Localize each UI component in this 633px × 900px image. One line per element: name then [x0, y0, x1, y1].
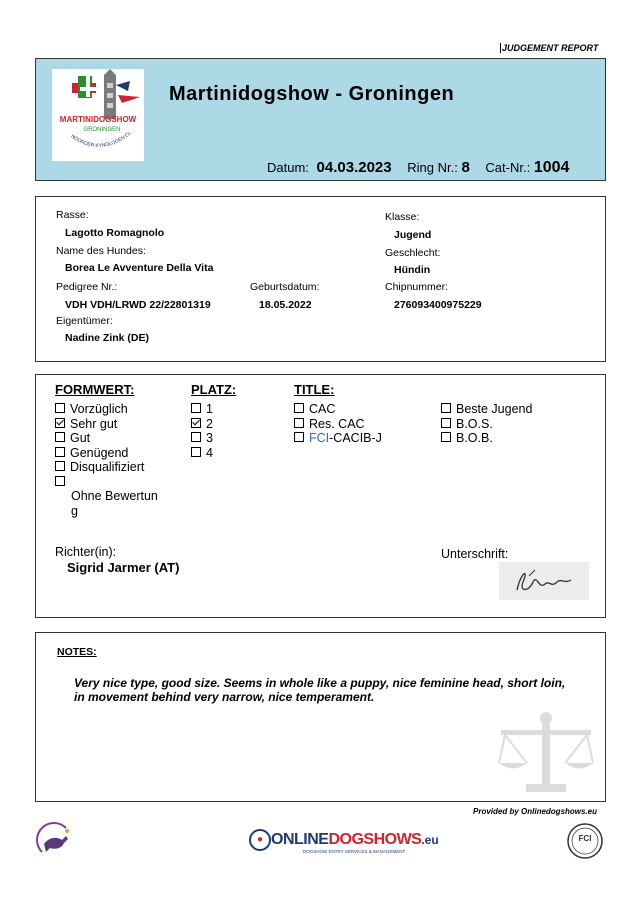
notes-text: Very nice type, good size. Seems in whole like a puppy, nice feminine head, short loin, in movement behind very narrow, nice temperament.: [74, 676, 566, 704]
sex-value: Hündin: [394, 264, 431, 276]
pedigree-value: VDH VDH/LRWD 22/22801319: [65, 299, 211, 311]
brand-online: ONLINE: [271, 831, 329, 848]
checkbox-icon[interactable]: [55, 461, 65, 471]
cat-value: 1004: [533, 159, 570, 176]
checkbox-icon[interactable]: [441, 418, 451, 428]
platz-heading: PLATZ:: [191, 382, 237, 397]
running-dog-logo-icon: [36, 822, 74, 858]
chip-label: Chipnummer:: [385, 281, 449, 293]
chip-value: 276093400975229: [394, 299, 482, 311]
checkbox-icon[interactable]: [294, 432, 304, 442]
checkbox-icon[interactable]: [441, 403, 451, 413]
onlinedogshows-logo: [249, 829, 439, 854]
platz-option[interactable]: 4: [191, 446, 213, 460]
owner-value: Nadine Zink (DE): [65, 332, 150, 344]
checkbox-icon[interactable]: [191, 432, 201, 442]
formwert-option[interactable]: Genügend: [55, 446, 128, 460]
formwert-option[interactable]: Sehr gut: [55, 417, 117, 431]
date-label: Datum:: [267, 160, 309, 175]
formwert-heading: FORMWERT:: [55, 382, 135, 397]
extra-option[interactable]: B.O.S.: [441, 417, 493, 431]
cat-label: Cat-Nr.:: [485, 160, 531, 175]
cacib-suffix: -CACIB-J: [329, 431, 382, 445]
evaluation-section: [35, 374, 606, 618]
extra-option[interactable]: B.O.B.: [441, 431, 493, 445]
fci-logo-text: FCI: [578, 834, 592, 843]
formwert-option[interactable]: [55, 475, 70, 489]
ring-value: 8: [461, 159, 470, 176]
checkbox-icon[interactable]: [55, 447, 65, 457]
brand-dogshows: DOGSHOWS: [328, 831, 422, 848]
ohne-bewertung-line2: g: [71, 504, 78, 518]
show-title: Martinidogshow - Groningen: [169, 83, 455, 105]
title-heading: TITLE:: [294, 382, 335, 397]
notes-heading: NOTES:: [57, 646, 97, 658]
checkbox-icon[interactable]: [294, 418, 304, 428]
date-value: 04.03.2023: [316, 159, 392, 176]
document-label: JUDGEMENT REPORT: [502, 43, 599, 53]
fci-logo: [566, 822, 604, 860]
class-label: Klasse:: [385, 211, 420, 223]
logo-arc-text: NOORDER KYNOLOGEN CL: [69, 130, 133, 150]
fci-prefix: FCI: [309, 431, 330, 445]
dog-info-section: [35, 196, 606, 362]
title-option[interactable]: Res. CAC: [294, 417, 365, 431]
provided-by-text: Provided by Onlinedogshows.eu: [473, 807, 598, 816]
checkbox-icon[interactable]: [55, 476, 65, 486]
extra-option[interactable]: Beste Jugend: [441, 402, 532, 416]
signature-image: [499, 562, 589, 600]
checkbox-icon[interactable]: [294, 403, 304, 413]
dog-name-label: Name des Hundes:: [56, 245, 146, 257]
sex-label: Geschlecht:: [385, 247, 441, 259]
formwert-option[interactable]: Gut: [55, 431, 90, 445]
signature-label: Unterschrift:: [441, 547, 509, 561]
show-meta: [267, 159, 569, 177]
title-option[interactable]: CAC: [294, 402, 335, 416]
judge-label: Richter(in):: [55, 545, 117, 559]
breed-value: Lagotto Romagnolo: [65, 227, 165, 239]
checkbox-icon[interactable]: [441, 432, 451, 442]
formwert-option[interactable]: Vorzüglich: [55, 402, 128, 416]
checked-checkbox-icon[interactable]: [191, 418, 201, 428]
ring-label: Ring Nr.:: [407, 160, 458, 175]
platz-option[interactable]: 1: [191, 402, 213, 416]
breed-label: Rasse:: [56, 209, 89, 221]
scales-watermark-icon: [491, 708, 601, 798]
platz-option[interactable]: 2: [191, 417, 213, 431]
judge-value: Sigrid Jarmer (AT): [67, 560, 180, 575]
checkbox-icon[interactable]: [55, 432, 65, 442]
formwert-option[interactable]: Disqualifiziert: [55, 460, 144, 474]
checkbox-icon[interactable]: [191, 447, 201, 457]
dog-name-value: Borea Le Avventure Della Vita: [65, 262, 214, 274]
show-logo: [52, 69, 144, 161]
checkbox-icon[interactable]: [191, 403, 201, 413]
title-option-fci-cacib-j[interactable]: [294, 431, 382, 445]
checkbox-icon[interactable]: [55, 403, 65, 413]
birth-date-label: Geburtsdatum:: [250, 281, 320, 293]
birth-date-value: 18.05.2022: [259, 299, 312, 311]
platz-option[interactable]: 3: [191, 431, 213, 445]
class-value: Jugend: [394, 229, 432, 241]
notes-section: [35, 632, 606, 802]
brand-tagline: DOGSHOW ENTRY SERVICES & MANAGEMENT: [303, 849, 406, 854]
paw-icon: ●: [249, 829, 271, 851]
header-banner: [35, 58, 606, 181]
ohne-bewertung-line1: Ohne Bewertun: [71, 489, 158, 503]
checked-checkbox-icon[interactable]: [55, 418, 65, 428]
logo-sub-text: GRONINGEN: [83, 127, 121, 133]
owner-label: Eigentümer:: [56, 315, 113, 327]
logo-text: MARTINIDOGSHOW: [59, 115, 137, 124]
pedigree-label: Pedigree Nr.:: [56, 281, 118, 293]
brand-eu: .eu: [421, 833, 439, 847]
